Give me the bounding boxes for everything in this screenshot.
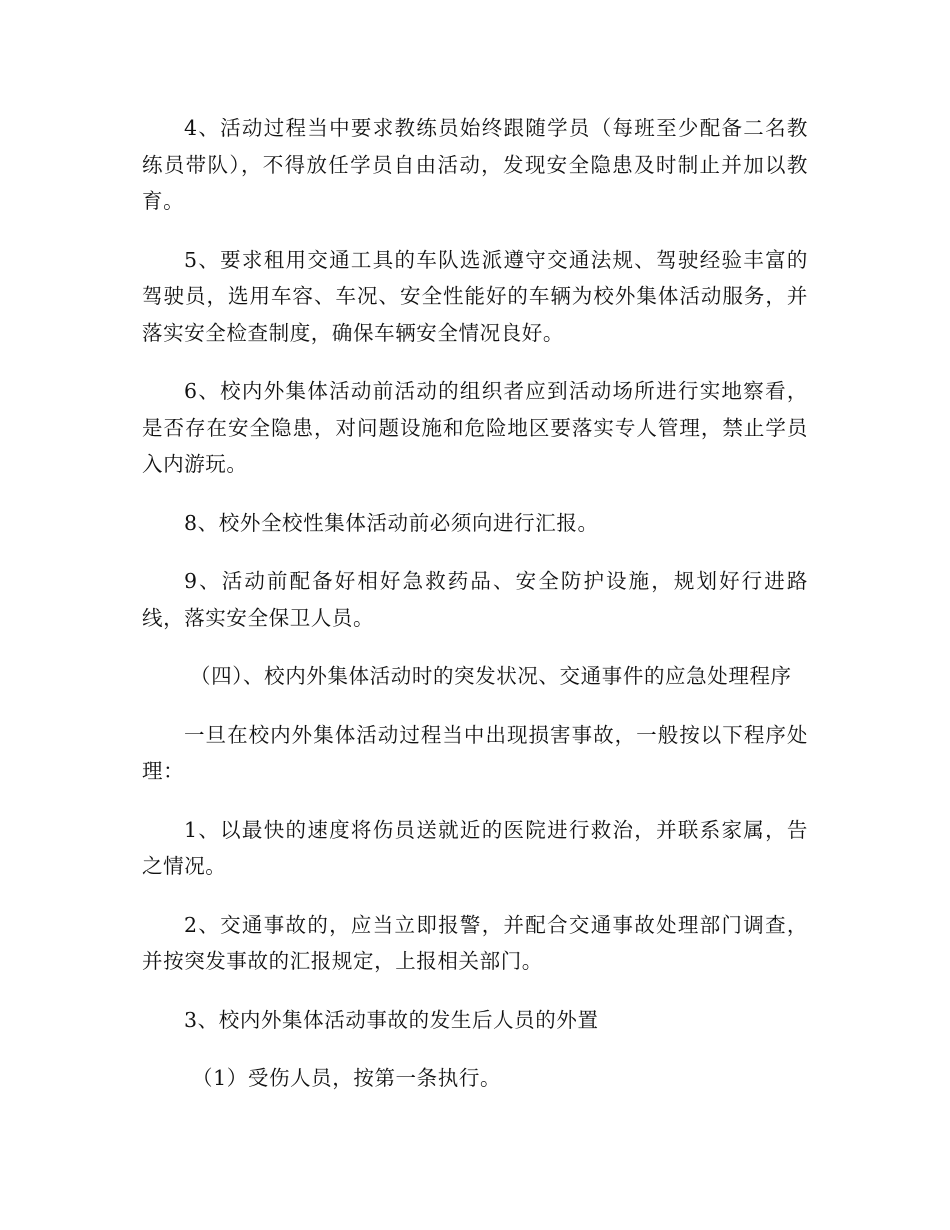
paragraph-item-5: 5、要求租用交通工具的车队选派遵守交通法规、驾驶经验丰富的驾驶员，选用车容、车况、安全性能好的车辆为校外集体活动服务，并落实安全检查制度，确保车辆安全情况良好。 [142,247,808,345]
paragraph-procedure-intro: 一旦在校内外集体活动过程当中出现损害事故，一般按以下程序处理： [142,722,808,783]
section-heading-4: （四）、校内外集体活动时的突发状况、交通事件的应急处理程序 [190,664,792,688]
paragraph-step-2: 2、交通事故的，应当立即报警，并配合交通事故处理部门调查，并按突发事故的汇报规定，上报相关部门。 [142,912,808,973]
paragraph-item-9: 9、活动前配备好相好急救药品、安全防护设施，规划好行进路线，落实安全保卫人员。 [142,569,808,630]
paragraph-item-8: 8、校外全校性集体活动前必须向进行汇报。 [184,510,599,535]
document-body [142,110,808,1119]
paragraph-step-3: 3、校内外集体活动事故的发生后人员的外置 [184,1007,599,1032]
paragraph-step-1: 1、以最快的速度将伤员送就近的医院进行救治，并联系家属，告之情况。 [142,817,808,878]
paragraph-substep-1: （1）受伤人员，按第一条执行。 [192,1066,502,1090]
paragraph-item-4: 4、活动过程当中要求教练员始终跟随学员（每班至少配备二名教练员带队），不得放任学员自由活动，发现安全隐患及时制止并加以教育。 [142,116,808,213]
paragraph-item-6: 6、校内外集体活动前活动的组织者应到活动场所进行实地察看，是否存在安全隐患，对问题设施和危险地区要落实专人管理，禁止学员入内游玩。 [142,379,808,476]
